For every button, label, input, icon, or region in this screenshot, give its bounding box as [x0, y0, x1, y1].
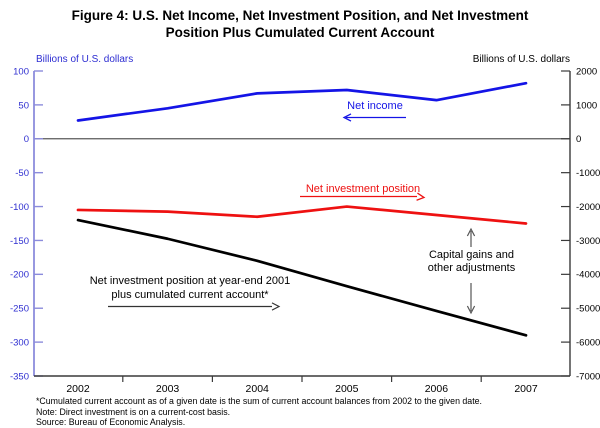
net-investment-position-label: Net investment position — [305, 183, 421, 195]
left-axis-tick-label: -200 — [9, 269, 29, 281]
right-axis-tick-label: 1000 — [576, 100, 598, 112]
left-axis-unit-label: Billions of U.S. dollars — [36, 54, 134, 65]
x-axis-year-label: 2004 — [245, 383, 269, 395]
right-axis-tick-label: -3000 — [576, 235, 600, 247]
x-axis-year-label: 2005 — [335, 383, 359, 395]
left-axis-tick-label: 100 — [13, 66, 29, 78]
footnote-source: Source: Bureau of Economic Analysis. — [36, 417, 186, 427]
left-axis-tick-label: -50 — [15, 168, 29, 180]
left-axis-tick-label: -300 — [9, 337, 29, 349]
right-axis-unit-label: Billions of U.S. dollars — [472, 54, 570, 65]
cumulated-label-arrow-head — [272, 303, 279, 310]
right-axis-tick-label: -2000 — [576, 201, 600, 213]
footnote-note: Note: Direct investment is on a current-cost basis. — [36, 406, 231, 417]
left-axis-tick-label: -250 — [9, 303, 29, 315]
cumulated-position-label — [58, 275, 322, 302]
left-axis-tick-label: -150 — [9, 235, 29, 247]
x-axis-year-label: 2002 — [66, 383, 90, 395]
footnote-cumulated: *Cumulated current account as of a given date is the sum of current account balances from 2002 to the given date. — [36, 396, 482, 406]
figure-title-line2: Position Plus Cumulated Current Account — [165, 25, 435, 40]
right-axis-tick-label: -1000 — [576, 168, 600, 180]
left-axis-tick-label: 50 — [18, 100, 29, 112]
left-axis-tick-label: -350 — [9, 371, 29, 383]
net-income-line — [78, 83, 526, 120]
cumulated-position-label-line2: plus cumulated current account* — [111, 288, 269, 301]
capital-gains-label — [404, 249, 539, 275]
cumulated-position-label-line1: Net investment position at year-end 2001 — [89, 275, 291, 287]
footnotes — [36, 396, 482, 428]
x-axis-year-label: 2003 — [155, 383, 180, 395]
net-income-label: Net income — [347, 100, 403, 112]
capital-gains-label-line1: Capital gains and — [428, 249, 514, 261]
left-axis-tick-label: 0 — [23, 134, 29, 146]
x-axis-year-label: 2006 — [424, 383, 449, 395]
left-axis-tick-label: -100 — [9, 201, 29, 213]
right-axis-tick-label: -6000 — [576, 337, 600, 349]
x-axis-year-label: 2007 — [514, 383, 538, 395]
net-investment-position-line — [78, 207, 526, 224]
right-axis-tick-label: -4000 — [576, 269, 600, 281]
right-axis-tick-label: -7000 — [576, 371, 600, 383]
right-axis-tick-label: 2000 — [576, 66, 598, 78]
right-axis-tick-label: -5000 — [576, 303, 600, 315]
figure-title-line1: Figure 4: U.S. Net Income, Net Investment Position, and Net Investment — [71, 8, 529, 23]
right-axis-tick-label: 0 — [576, 134, 582, 146]
capital-gains-label-line2: other adjustments — [427, 262, 516, 274]
